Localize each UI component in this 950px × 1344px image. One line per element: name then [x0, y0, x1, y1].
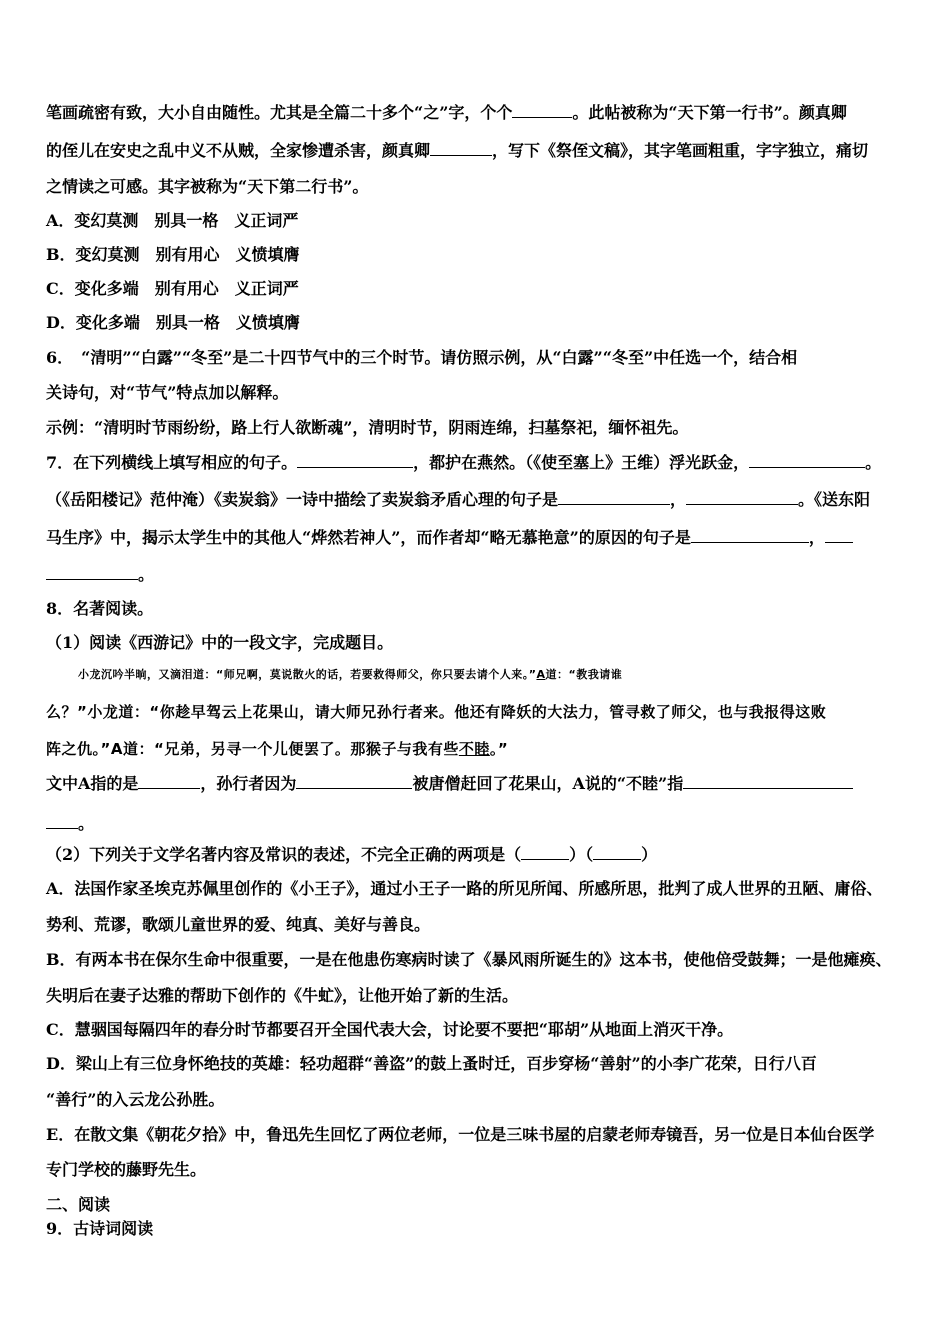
q8-ask-line-1: 文中A指的是 ，孙行者因为 被唐僧赶回了花果山，A说的“不睦”指 — [46, 772, 912, 795]
q6-line-1: 6． “清明”“白露”“冬至”是二十四节气中的三个时节。请仿照示例，从“白露”“冬至”中任选一个，结合相 — [46, 348, 798, 367]
q7-blank-6-cont[interactable] — [46, 563, 138, 580]
q5-text: 的侄儿在安史之乱中义不从贼，全家惨遭杀害，颜真卿 — [46, 141, 431, 160]
q5-option-d[interactable]: D．变化多端 别具一格 义愤填膺 — [46, 313, 300, 332]
q7-blank-5[interactable] — [691, 526, 809, 543]
q5-line-1 — [46, 101, 912, 124]
section-heading: 二、阅读 — [46, 1195, 111, 1214]
q8-answer-blank-2[interactable] — [593, 843, 641, 860]
q7-line-3: 马生序》中，揭示太学生中的其他人“烨然若神人”，而作者却“略无慕艳意”的原因的句子是 ， — [46, 526, 912, 549]
q8-answer-blank-1[interactable] — [521, 843, 569, 860]
q8-option-b-line-1: B．有两本书在保尔生命中很重要，一是在他患伤寒病时读了《暴风雨所诞生的》这本书，使他倍受鼓舞；一是他瘫痪、 — [46, 950, 892, 969]
q5-blank-1[interactable] — [512, 101, 572, 118]
q5-text: 笔画疏密有致，大小自由随性。尤其是全篇二十多个“之”字，个个 — [46, 103, 513, 122]
q8-option-d-line-1: D．梁山上有三位身怀绝技的英雄：轻功超群“善盗”的鼓上蚤时迁，百步穿杨“善射”的小李广花荣，日行八百 — [46, 1054, 817, 1073]
q7-blank-6[interactable] — [825, 526, 853, 543]
q8-option-b-line-2: 失明后在妻子达雅的帮助下创作的《牛虻》，让他开始了新的生活。 — [46, 986, 519, 1005]
q8-option-e-line-2: 专门学校的藤野先生。 — [46, 1160, 207, 1179]
q6-example: 示例：“清明时节雨纷纷，路上行人欲断魂”，清明时节，阴雨连绵，扫墓祭祀，缅怀祖先。 — [46, 418, 689, 437]
q8-part2-title: （2）下列关于文学名著内容及常识的表述，不完全正确的两项是（ ）（ ） — [46, 845, 658, 864]
q8-option-d-line-2: “善行”的入云龙公孙胜。 — [46, 1090, 225, 1109]
q7-blank-2[interactable] — [749, 451, 865, 468]
q5-option-b[interactable]: B．变幻莫测 别有用心 义愤填膺 — [46, 245, 300, 264]
q5-option-a[interactable]: A．变幻莫测 别具一格 义正词严 — [46, 211, 299, 230]
q8-blank-reason[interactable] — [296, 772, 412, 789]
q5-text: 。此帖被称为“天下第一行书”。颜真卿 — [572, 103, 847, 122]
q8-part1-title: （1）阅读《西游记》中的一段文字，完成题目。 — [46, 633, 394, 652]
q8-blank-bumu[interactable] — [683, 772, 853, 789]
q7-line-4: 。 — [46, 563, 912, 586]
q6-line-2: 关诗句，对“节气”特点加以解释。 — [46, 383, 289, 402]
q5-blank-2[interactable] — [430, 139, 492, 156]
q5-line-2 — [46, 139, 912, 162]
q9-title: 9．古诗词阅读 — [46, 1219, 154, 1238]
q8-option-a-line-1: A．法国作家圣埃克苏佩里创作的《小王子》，通过小王子一路的所见所闻、所感所思，批判了成人世界的丑陋、庸俗、 — [46, 879, 883, 898]
q7-blank-4[interactable] — [686, 488, 798, 505]
q5-option-c[interactable]: C．变化多端 别有用心 义正词严 — [46, 279, 299, 298]
q7-blank-3[interactable] — [558, 488, 670, 505]
q8-quote-line-3: 阵之仇。”A道：“兄弟，另寻一个儿便罢了。那猴子与我有些不睦。” — [46, 740, 509, 758]
q8-option-a-line-2: 势利、荒谬，歌颂儿童世界的爱、纯真、美好与善良。 — [46, 915, 431, 934]
q8-option-e-line-1: E．在散文集《朝花夕拾》中，鲁迅先生回忆了两位老师，一位是三味书屋的启蒙老师寿镜吾，另一位是日本仙台医学 — [46, 1125, 875, 1144]
q8-quote-line-2: 么？”小龙道：“你趁早驾云上花果山，请大师兄孙行者来。他还有降妖的大法力，管寻救了师父，也与我报得这败 — [46, 703, 827, 721]
q8-blank-bumu-cont[interactable] — [46, 812, 78, 829]
q8-ask-line-2: 。 — [46, 812, 912, 835]
q8-blank-a[interactable] — [138, 772, 200, 789]
q5-line-3: 之情读之可感。其字被称为“天下第二行书”。 — [46, 177, 369, 196]
q8-title: 8．名著阅读。 — [46, 599, 154, 618]
q7-blank-1[interactable] — [297, 451, 413, 468]
q7-line-2: （《岳阳楼记》范仲淹）《卖炭翁》一诗中描绘了卖炭翁矛盾心理的句子是 ， 。《送东阳 — [46, 490, 871, 509]
q7-line-1: 7．在下列横线上填写相应的句子。 ，都护在燕然。（《使至塞上》王维）浮光跃金， 。 — [46, 453, 882, 472]
q8-option-c: C．慧骃国每隔四年的春分时节都要召开全国代表大会，讨论要不要把“耶胡”从地面上消灭干净。 — [46, 1020, 734, 1039]
q5-text: ，写下《祭侄文稿》，其字笔画粗重，字字独立，痛切 — [492, 141, 869, 160]
q8-quote-line-1: 小龙沉吟半晌，又滴泪道：“师兄啊，莫说散火的话，若要救得师父，你只要去请个人来。”A道：“教我请谁 — [78, 668, 623, 681]
